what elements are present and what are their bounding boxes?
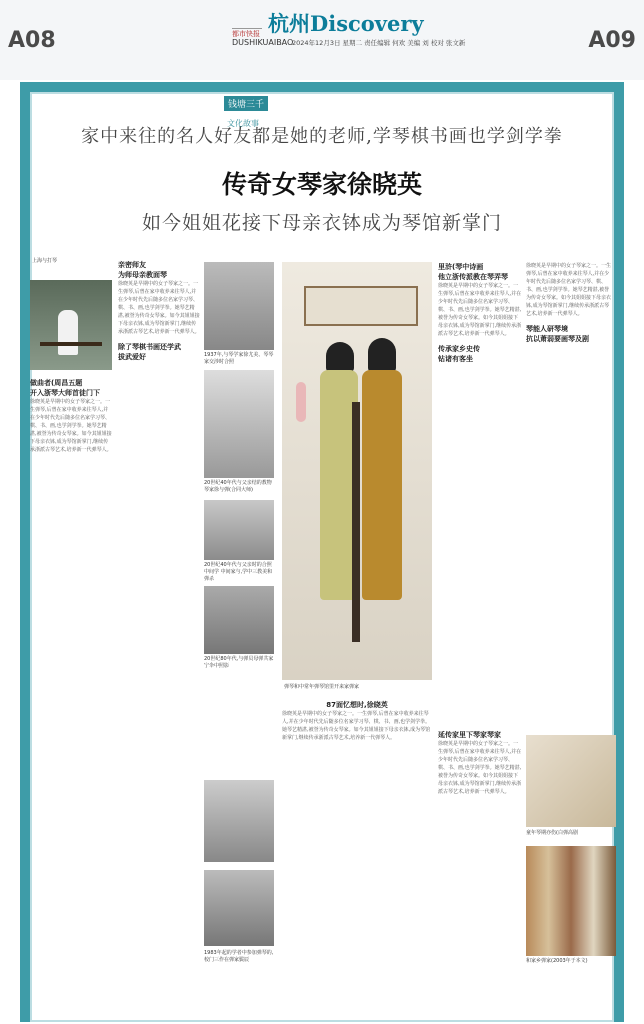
calligraphy-plaque (304, 286, 418, 326)
col5-heading-1: 琴能人研琴境 (526, 325, 568, 333)
caption-5: 20世纪80年代,与弹员母弹共家宁伞中照影 (204, 656, 274, 669)
col1-heading-2: 开入浙琴大师首徒门下 (30, 389, 100, 397)
caption-2: 1937年,与琴学家徐尤美、琴琴家交涉时合照 (204, 352, 274, 365)
page-number-left: A08 (8, 28, 56, 53)
col4-lower-body: 徐晓英是早期中的女子琴家之一。一生弹琴,后曾在家中收养来往琴人,并在少年时代先后随多位名家学习琴、棋、书、画,也学剑学拳。她琴艺精湛,被誉为传奇女琴家。如今其姐姐接下母亲衣钵,成为琴馆新掌门,继续传承浙派古琴艺术,培养新一代弹琴人。 (438, 741, 522, 795)
caption-10: 和家乡弹家(2003年于本文) (526, 958, 588, 964)
page-number-right: A09 (588, 28, 636, 53)
col2-heading-3: 除了琴棋书画还学武 (118, 343, 181, 351)
brand-subtitle: DUSHIKUAIBAO (232, 38, 294, 47)
text-column-4 (438, 262, 522, 722)
historical-photo-player (30, 280, 112, 370)
headline-kicker: 家中来往的名人好友都是她的老师,学琴棋书画也学剑学拳 (81, 126, 563, 147)
col5-body: 徐晓英是早期中的女子琴家之一。一生弹琴,后曾在家中收养来往琴人,并在少年时代先后随多位名家学习琴、棋、书、画,也学剑学拳。她琴艺精湛,被誉为传奇女琴家。如今其姐姐接下母亲衣钵,成为琴馆新掌门,继续传承浙派古琴艺术,培养新一代弹琴人。 (526, 263, 612, 317)
section-tag (224, 92, 304, 128)
historical-photo-7 (204, 870, 274, 946)
main-color-photo (282, 262, 432, 680)
historical-photo-4 (204, 500, 274, 560)
historical-photo-5 (204, 586, 274, 654)
section-subtag: 文化故事 (227, 119, 259, 128)
col4-heading-3: 传承家乡史传 (438, 345, 480, 353)
headline-main: 传奇女琴家徐晓英 (221, 170, 422, 199)
person-right-hair (368, 338, 396, 372)
person-left-hair (326, 342, 354, 372)
col2-body: 徐晓英是早期中的女子琴家之一。一生弹琴,后曾在家中收养来往琴人,并在少年时代先后随多位名家学习琴、棋、书、画,也学剑学拳。她琴艺精湛,被誉为传奇女琴家。如今其姐姐接下母亲衣钵,成为琴馆新掌门,继续传承浙派古琴艺术,培养新一代弹琴人。 (118, 281, 200, 335)
col1-body: 徐晓英是早期中的女子琴家之一。一生弹琴,后曾在家中收养来往琴人,并在少年时代先后随多位名家学习琴、棋、书、画,也学剑学拳。她琴艺精湛,被誉为传奇女琴家。如今其姐姐接下母亲衣钵,成为琴馆新掌门,继续传承浙派古琴艺术,培养新一代弹琴人。 (30, 399, 112, 453)
col4-heading-5: 延传家里下琴家琴家 (438, 731, 501, 739)
flower-decoration (296, 382, 306, 422)
historical-photo-6 (204, 780, 274, 862)
col4-body: 徐晓英是早期中的女子琴家之一。一生弹琴,后曾在家中收养来往琴人,并在少年时代先后随多位名家学习琴、棋、书、画,也学剑学拳。她琴艺精湛,被誉为传奇女琴家。如今其姐姐接下母亲衣钵,成为琴馆新掌门,继续传承浙派古琴艺术,培养新一代弹琴人。 (438, 283, 522, 337)
caption-1: 上海与打琴 (32, 258, 58, 264)
text-column-4-lower (438, 730, 522, 1000)
col2-heading-4: 拔武爱好 (118, 353, 146, 361)
caption-9: 童年琴期亦伤(白弹高剧 (526, 830, 578, 836)
person-right-dress (362, 370, 402, 600)
brand-logo: 都市快报 (232, 30, 260, 38)
text-column-center (282, 700, 432, 1000)
masthead (232, 8, 472, 56)
book-photo (526, 735, 616, 827)
guqin-instrument (352, 402, 360, 642)
col2-heading-1: 亲密师友 (118, 261, 146, 269)
books-spines-photo (526, 846, 616, 956)
historical-photo-3 (204, 370, 274, 478)
date-line: 2024年12月3日 星期二 责任编辑 何欢 美编 刘 校对 张文新 (292, 39, 466, 47)
page-header (0, 0, 644, 80)
caption-6: 1983年起的学者中参加弹琴的,校门三作在弹家鬓辰 (204, 950, 274, 963)
caption-3: 20世纪40年代与父亲结的教物琴家徐与弹(合同大师) (204, 480, 272, 493)
figure-shape (58, 310, 78, 355)
caption-4: 20世纪40年代与父亲时的合照 中间学 中间家与,学中三教美和弹杀 (204, 562, 273, 582)
section-title: 杭州Discovery (268, 11, 424, 36)
text-column-2 (118, 260, 200, 1000)
text-column-1 (30, 378, 112, 998)
center-heading: 87面忆想时,徐晓英 (326, 701, 388, 709)
center-body: 徐晓英是早期中的女子琴家之一。一生弹琴,后曾在家中收养来往琴人,并在少年时代先后随多位名家学习琴、棋、书、画,也学剑学拳。她琴艺精湛,被誉为传奇女琴家。如今其姐姐接下母亲衣钵,成为琴馆新掌门,继续传承浙派古琴艺术,培养新一代弹琴人。 (282, 711, 431, 741)
historical-photo-2 (204, 262, 274, 350)
section-tag-label: 钱塘三千 (224, 96, 268, 111)
col2-heading-2: 为师母亲教面琴 (118, 271, 167, 279)
col1-heading-1: 做曲者(周昌五题 (30, 379, 83, 387)
col4-heading-1: 里浒(琴中诗画 (438, 263, 484, 271)
guqin-shape (40, 342, 102, 346)
headline-sub: 如今姐姐花接下母亲衣钵成为琴馆新掌门 (141, 212, 502, 234)
text-column-5 (526, 262, 614, 722)
caption-7: 弹琴和中常年弹琴馆里开来家弹家 (284, 684, 360, 690)
col4-heading-4: 钻诸有客坐 (438, 355, 473, 363)
col5-heading-2: 抗以萧弱要画琴及剧 (526, 335, 589, 343)
col4-heading-2: 他立浙传派教在琴弄琴 (438, 273, 508, 281)
